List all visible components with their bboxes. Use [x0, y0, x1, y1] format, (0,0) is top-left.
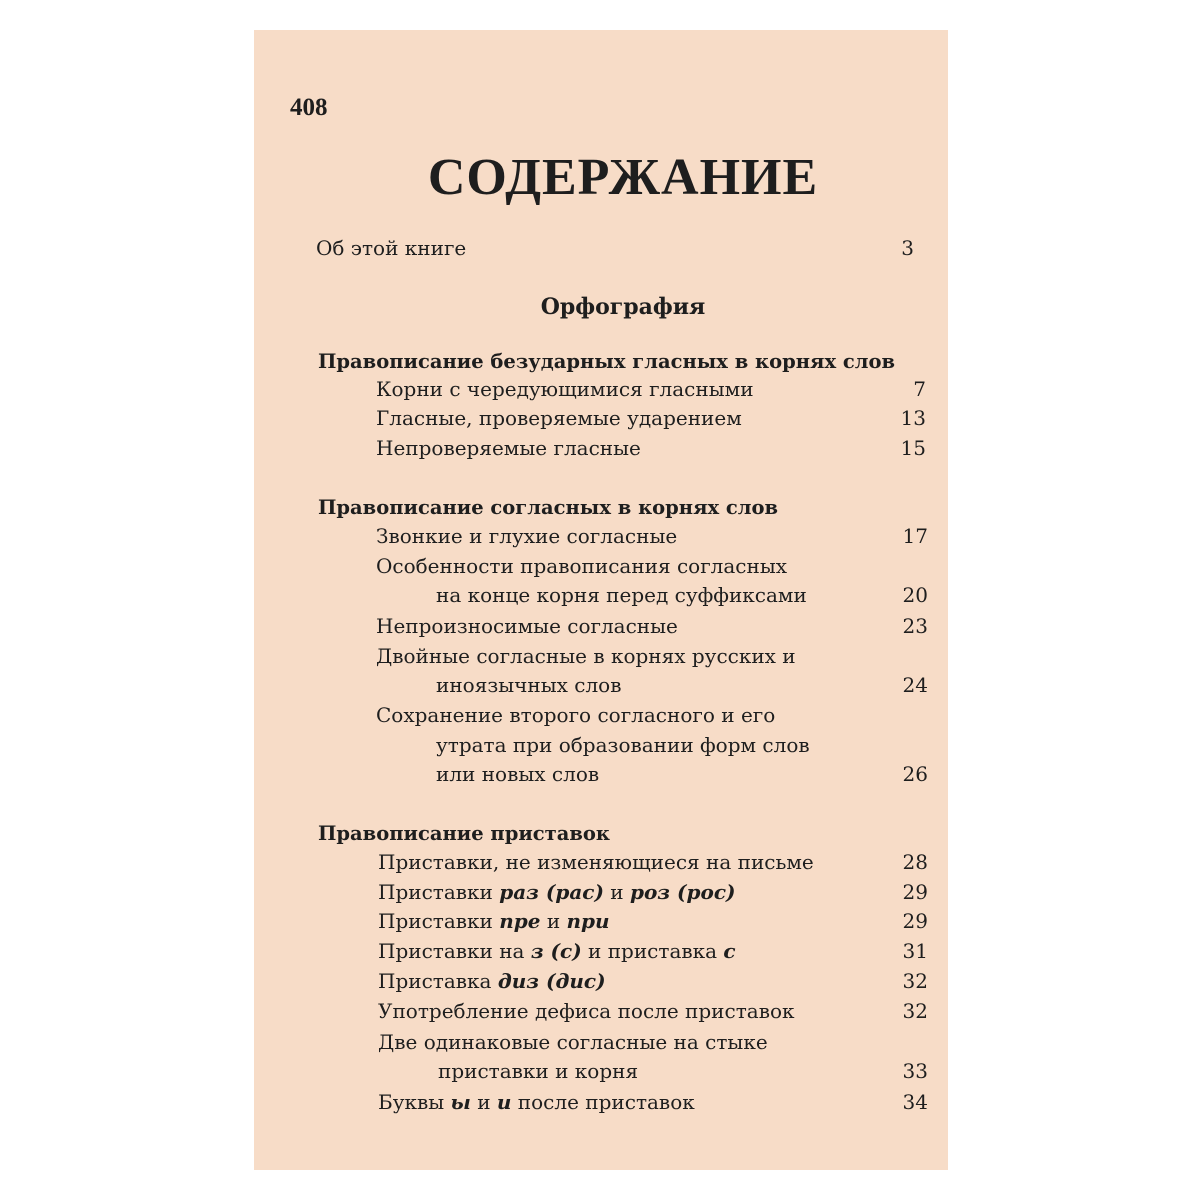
toc-entry-text: на конце корня перед суффиксами	[436, 583, 807, 607]
toc-entry-text	[378, 939, 736, 963]
toc-text-part: Приставки на	[378, 939, 531, 963]
toc-entry-text: приставки и корня	[438, 1059, 639, 1083]
toc-text-emphasis: ы	[450, 1090, 471, 1114]
toc-entry-page: 32	[902, 969, 928, 993]
toc-entry-text: утрата при образовании форм слов	[436, 733, 810, 757]
toc-entry-page: 7	[913, 377, 926, 401]
toc-entry-page: 15	[900, 436, 926, 460]
toc-entry-text: Об этой книге	[316, 236, 467, 260]
toc-entry-page: 23	[902, 614, 928, 638]
toc-entry-page: 24	[902, 673, 928, 697]
toc-text-emphasis: з (с)	[530, 939, 582, 963]
book-page	[254, 30, 948, 1170]
toc-entry-text	[378, 909, 610, 933]
toc-text-part: и	[470, 1090, 497, 1114]
page-number: 408	[290, 94, 328, 121]
toc-entry-text: Гласные, проверяемые ударением	[376, 406, 742, 430]
toc-entry-text: Корни с чередующимися гласными	[376, 377, 754, 401]
toc-text-part: и приставка	[581, 939, 724, 963]
page-title: СОДЕРЖАНИЕ	[427, 149, 819, 206]
toc-entry-text	[378, 880, 735, 904]
toc-entry-text: Две одинаковые согласные на стыке	[378, 1030, 768, 1054]
toc-entry-page: 26	[902, 762, 928, 786]
toc-text-part: и	[603, 880, 630, 904]
toc-text-part: Приставки	[378, 880, 500, 904]
toc-text-part: Буквы	[378, 1090, 451, 1114]
toc-text-emphasis: и	[496, 1090, 512, 1114]
toc-entry-page: 31	[902, 939, 928, 963]
toc-text-emphasis: раз (рас)	[499, 880, 604, 904]
toc-entry-page: 32	[902, 999, 928, 1023]
toc-entry-page: 29	[902, 880, 928, 904]
toc-group-heading: Правописание приставок	[318, 822, 611, 845]
toc-entry-page: 17	[902, 524, 928, 548]
section-heading: Орфография	[540, 294, 706, 320]
toc-entry-page: 34	[902, 1090, 928, 1114]
toc-entry-text: Особенности правописания согласных	[376, 554, 788, 578]
toc-entry-text: Непроверяемые гласные	[376, 436, 641, 460]
toc-text-part: и	[540, 909, 567, 933]
toc-entry-text: или новых слов	[436, 762, 600, 786]
toc-entry-text: Сохранение второго согласного и его	[376, 703, 776, 727]
toc-text-part: Приставки	[378, 909, 500, 933]
toc-entry-text	[378, 1090, 695, 1114]
toc-text-part: после приставок	[511, 1090, 695, 1114]
toc-text-part: Приставка	[378, 969, 498, 993]
toc-text-emphasis: диз (дис)	[497, 969, 606, 993]
toc-entry-page: 3	[901, 236, 914, 260]
toc-text-emphasis: с	[723, 939, 736, 963]
toc-entry-page: 29	[902, 909, 928, 933]
toc-text-emphasis: пре	[499, 909, 541, 933]
toc-group-heading: Правописание безударных гласных в корнях слов	[318, 350, 896, 373]
toc-entry-text: Двойные согласные в корнях русских и	[376, 644, 796, 668]
toc-text-emphasis: роз (рос)	[629, 880, 736, 904]
toc-entry-text: Приставки, не изменяющиеся на письме	[378, 850, 814, 874]
toc-entry-text: Звонкие и глухие согласные	[376, 524, 678, 548]
toc-entry-text: иноязычных слов	[436, 673, 622, 697]
toc-group-heading: Правописание согласных в корнях слов	[318, 496, 779, 519]
toc-entry-page: 33	[902, 1059, 928, 1083]
toc-entry-text: Употребление дефиса после приставок	[378, 999, 795, 1023]
toc-text-emphasis: при	[566, 909, 610, 933]
toc-entry-text: Непроизносимые согласные	[376, 614, 678, 638]
toc-entry-page: 20	[902, 583, 928, 607]
toc-entry-page: 13	[900, 406, 926, 430]
toc-entry-text	[378, 969, 606, 993]
toc-entry-page: 28	[902, 850, 928, 874]
